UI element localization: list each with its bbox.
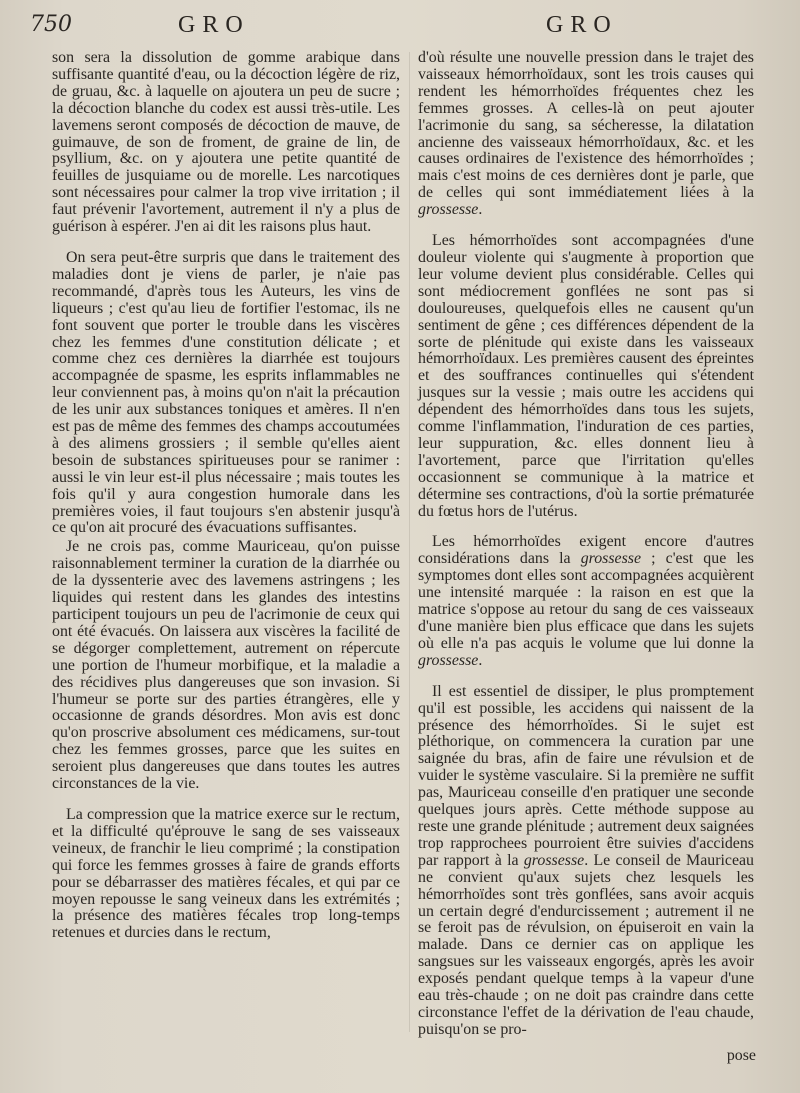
- paragraph-text: ; c'est que les symptomes dont elles sont accompagnées acquièrent une intensité marquée : la raison en est que la matrice s'oppose au retour du sang de ces vaisseaux d'une manière bien plus efficace que dans les sujets où elle n'a pas acquis le volume que lui donne la: [418, 550, 754, 652]
- paragraph: On sera peut-être surpris que dans le traitement des maladies dont je viens de parler, je n'aie pas recommandé, d'après tous les Auteurs, les vins de liqueurs ; c'est qu'au lieu de fortifier l'estomac, ils ne font souvent que porter le trouble dans les viscères chez les femmes d'une constitution délicate ; et comme chez ces dernières la diarrhée est toujours accompagnée de spasme, les esprits inflammables ne leur conviennent pas, à moins qu'on n'ait la précaution de les unir aux substances toniques et amères. Il n'en est pas de même des femmes des champs accoutumées à des alimens grossiers ; il semble qu'elles aient besoin de substances spiritueuses pour se ranimer : aussi le vin leur est-il plus nécessaire ; mais toutes les fois qu'il y aura congestion humorale dans les premières voies, il faut toujours s'en abstenir jusqu'à ce qu'on ait procuré des évacuations suffisantes.: [52, 248, 400, 537]
- emphasis-grossesse: grossesse: [418, 651, 479, 669]
- paragraph: La compression que la matrice exerce sur le rectum, et la difficulté qu'éprouve le sang de ses vaisseaux veineux, de franchir le lieu comprimé ; la constipation qui force les femmes grosses à faire de grands efforts pour se débarrasser des matières fécales, et qui par ce moyen repousse le sang veineux dans les extrémités ; la présence des matières fécales trop long-temps retenues et durcies dans le rectum,: [52, 805, 400, 942]
- paragraph: Les hémorrhoïdes sont accompagnées d'une douleur violente qui s'augmente à proportion que leur volume devient plus considérable. Celles qui sont médiocrement gonflées ne sont pas si douloureuses, quelquefois elles ne causent qu'un sentiment de gêne ; ces différences dépendent de la sorte de plénitude qui existe dans les vaisseaux hémorrhoïdaux. Les premières causent des épreintes et des souffrances continuelles qui s'étendent jusques sur la vessie ; mais outre les accidens qui dépendent des hémorrhoïdes dans tous les sujets, comme l'inflammation, l'induration de ces parties, leur suppuration, &c. elles donnent lieu à l'avortement, parce que l'irritation qu'elles occasionnent se communique à la matrice et détermine ses contractions, d'où la sortie prématurée du fœtus hors de l'utérus.: [418, 232, 754, 520]
- right-column: [418, 50, 754, 1039]
- catchword: pose: [726, 1047, 756, 1064]
- left-column: [52, 50, 400, 942]
- paragraph: Je ne crois pas, comme Mauriceau, qu'on puisse raisonnablement terminer la curation de la diarrhée ou de la dyssenterie avec des lavemens astringens ; les liquides qui restent dans les glandes des intestins participent toujours un peu de l'acrimonie de ceux qui ont été évacués. On laissera aux viscères la facilité de se dégorger complettement, autrement on répercute une portion de l'humeur morbifique, et la maladie a des récidives plus dangereuses que son invasion. Si l'humeur se porte sur des parties étrangères, elle y occasionne de grands désordres. Mon avis est donc qu'on proscrive absolument ces médicamens, sur-tout chez les femmes grosses, parce que les suites en seroient plus dangereuses que dans toutes les autres circonstances de la vie.: [52, 538, 400, 793]
- page-number: 750: [30, 12, 72, 37]
- paragraph-text: .: [478, 201, 483, 219]
- paragraph-text: Il est essentiel de dissiper, le plus promptement qu'il est possible, les accidens qui naissent de la présence des hémorrhoïdes. Si le sujet est pléthorique, on commencera la curation par une saignée du bras, afin de faire une révulsion et de vuider le système vasculaire. Si la première ne suffit pas, Mauriceau conseille d'en pratiquer une seconde quelques jours après. Cette méthode suppose au reste une grande plénitude ; autrement deux saignées trop rapprochees pourroient être suivies d'accidens par rapport à la: [418, 682, 754, 869]
- paragraph-text: Les hémorrhoïdes exigent encore d'autres considérations dans la: [418, 533, 754, 568]
- paragraph: [418, 534, 754, 669]
- emphasis-grossesse: grossesse: [580, 550, 642, 568]
- paragraph-text: . Le conseil de Mauriceau ne convient qu'aux sujets chez lesquels les hémorrhoïdes sont très gonflées, sans avoir acquis un certain degré d'endurcissement ; autrement il ne se feroit pas de révulsion, on épuiseroit en vain la malade. Dans ce dernier cas on applique les sangsues sur les vaisseaux engorgés, après les avoir exposés pendant quelque temps à la vapeur d'une eau très-chaude ; on ne doit pas craindre dans cette circonstance l'effet de la dérivation de l'eau chaude, puisqu'on se pro-: [418, 851, 755, 1038]
- column-divider: [409, 52, 410, 1032]
- paragraph: [418, 50, 754, 219]
- running-head-right: GRO: [546, 12, 618, 38]
- running-head-left: GRO: [178, 12, 250, 38]
- paragraph-text: d'où résulte une nouvelle pression dans le trajet des vaisseaux hémorrhoïdaux, sont les trois causes qui rendent les hémorrhoïdes fréquentes chez les femmes grosses. A celles-là on peut ajouter l'acrimonie du sang, sa sécheresse, la dilatation ancienne des vaisseaux hémorrhoïdaux, &c. et les causes ordinaires de l'existence des hémorrhoïdes ; mais c'est moins de ces dernières dont je parle, que de celles qui sont immédiatement liées à la: [418, 49, 754, 202]
- paragraph: [418, 684, 754, 1039]
- emphasis-grossesse: grossesse: [523, 851, 585, 869]
- paragraph-text: .: [478, 651, 483, 669]
- emphasis-grossesse: grossesse: [418, 201, 479, 219]
- paragraph: son sera la dissolution de gomme arabique dans suffisante quantité d'eau, ou la décoction légère de riz, de gruau, &c. à laquelle on ajoutera un peu de sucre ; la décoction blanche du codex est aussi très-utile. Les lavemens seront composés de décoction de mauve, de guimauve, de son de froment, de graine de lin, de psyllium, &c. on y ajoutera une petite quantité de feuilles de jusquiame ou de morelle. Les narcotiques sont nécessaires pour calmer la trop vive irritation ; il faut prévenir l'avortement, autrement il n'y a plus de guérison à espérer. J'en ai dit les raisons plus haut.: [52, 49, 400, 236]
